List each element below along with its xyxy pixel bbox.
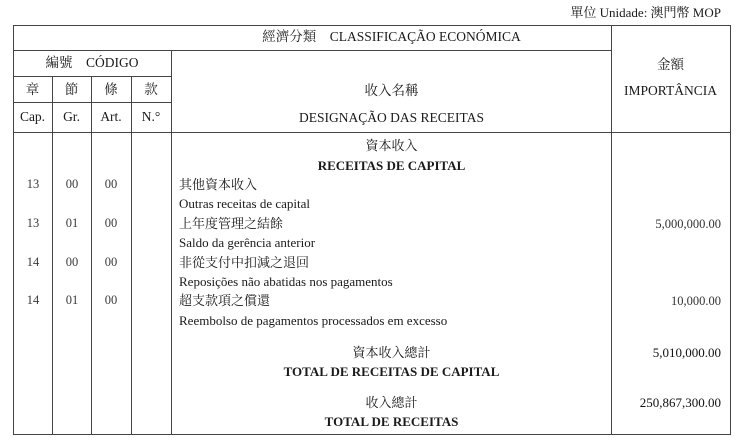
row-desc: Outras receitas de capital: [179, 196, 311, 211]
subtotal-amount: 5,010,000.00: [652, 345, 721, 360]
section-title-zh: 資本收入: [365, 138, 418, 153]
row-desc-zh: 上年度管理之結餘: [179, 216, 284, 231]
gr-cell: 01: [65, 293, 79, 307]
row-desc-zh: 其他資本收入: [179, 177, 258, 192]
designation-zh-header: 收入名稱: [364, 83, 419, 98]
art-cell: 00: [104, 293, 118, 307]
cap-cell: 13: [26, 177, 40, 191]
section-title: RECEITAS DE CAPITAL: [317, 158, 466, 173]
subtotal-label: TOTAL DE RECEITAS DE CAPITAL: [283, 364, 500, 379]
total-label-zh: 收入總計: [365, 395, 418, 410]
row-desc-zh: 非從支付中扣減之退回: [179, 255, 310, 270]
col-group: Gr.: [63, 109, 80, 124]
art-cell: 00: [104, 177, 118, 191]
col-item-zh: 款: [144, 82, 158, 97]
classification-header: 經濟分類 CLASSIFICAÇÃO ECONÓMICA: [262, 29, 521, 44]
cap-cell: 14: [26, 293, 40, 307]
row-amount: 10,000.00: [671, 294, 721, 308]
col-chapter-zh: 章: [25, 82, 40, 97]
total-label: TOTAL DE RECEITAS: [324, 414, 459, 429]
gr-cell: 01: [65, 216, 79, 230]
subtotal-label-zh: 資本收入總計: [352, 345, 431, 360]
col-item: N.°: [141, 109, 161, 124]
col-group-zh: 節: [64, 82, 79, 97]
code-group-header: 編號 CÓDIGO: [45, 55, 139, 70]
col-chapter: Cap.: [19, 109, 46, 124]
row-desc-zh: 超支款項之償還: [179, 293, 271, 308]
designation-header: DESIGNAÇÃO DAS RECEITAS: [299, 110, 484, 125]
gr-cell: 00: [65, 177, 79, 191]
amount-header: IMPORTÂNCIA: [624, 83, 717, 98]
row-desc: Reposições não abatidas nos pagamentos: [179, 274, 393, 289]
row-desc: Reembolso de pagamentos processados em excesso: [179, 313, 448, 328]
col-article-zh: 條: [104, 82, 118, 97]
col-article: Art.: [100, 109, 122, 124]
row-amount: 5,000,000.00: [655, 217, 721, 231]
cap-cell: 13: [26, 216, 40, 230]
amount-zh-header: 金額: [657, 57, 684, 72]
art-cell: 00: [104, 255, 118, 269]
gr-cell: 00: [65, 255, 79, 269]
unit-label: 單位 Unidade: 澳門幣 MOP: [570, 5, 721, 20]
cap-cell: 14: [26, 255, 40, 269]
art-cell: 00: [104, 216, 118, 230]
row-desc: Saldo da gerência anterior: [179, 235, 316, 250]
total-amount: 250,867,300.00: [639, 395, 721, 410]
